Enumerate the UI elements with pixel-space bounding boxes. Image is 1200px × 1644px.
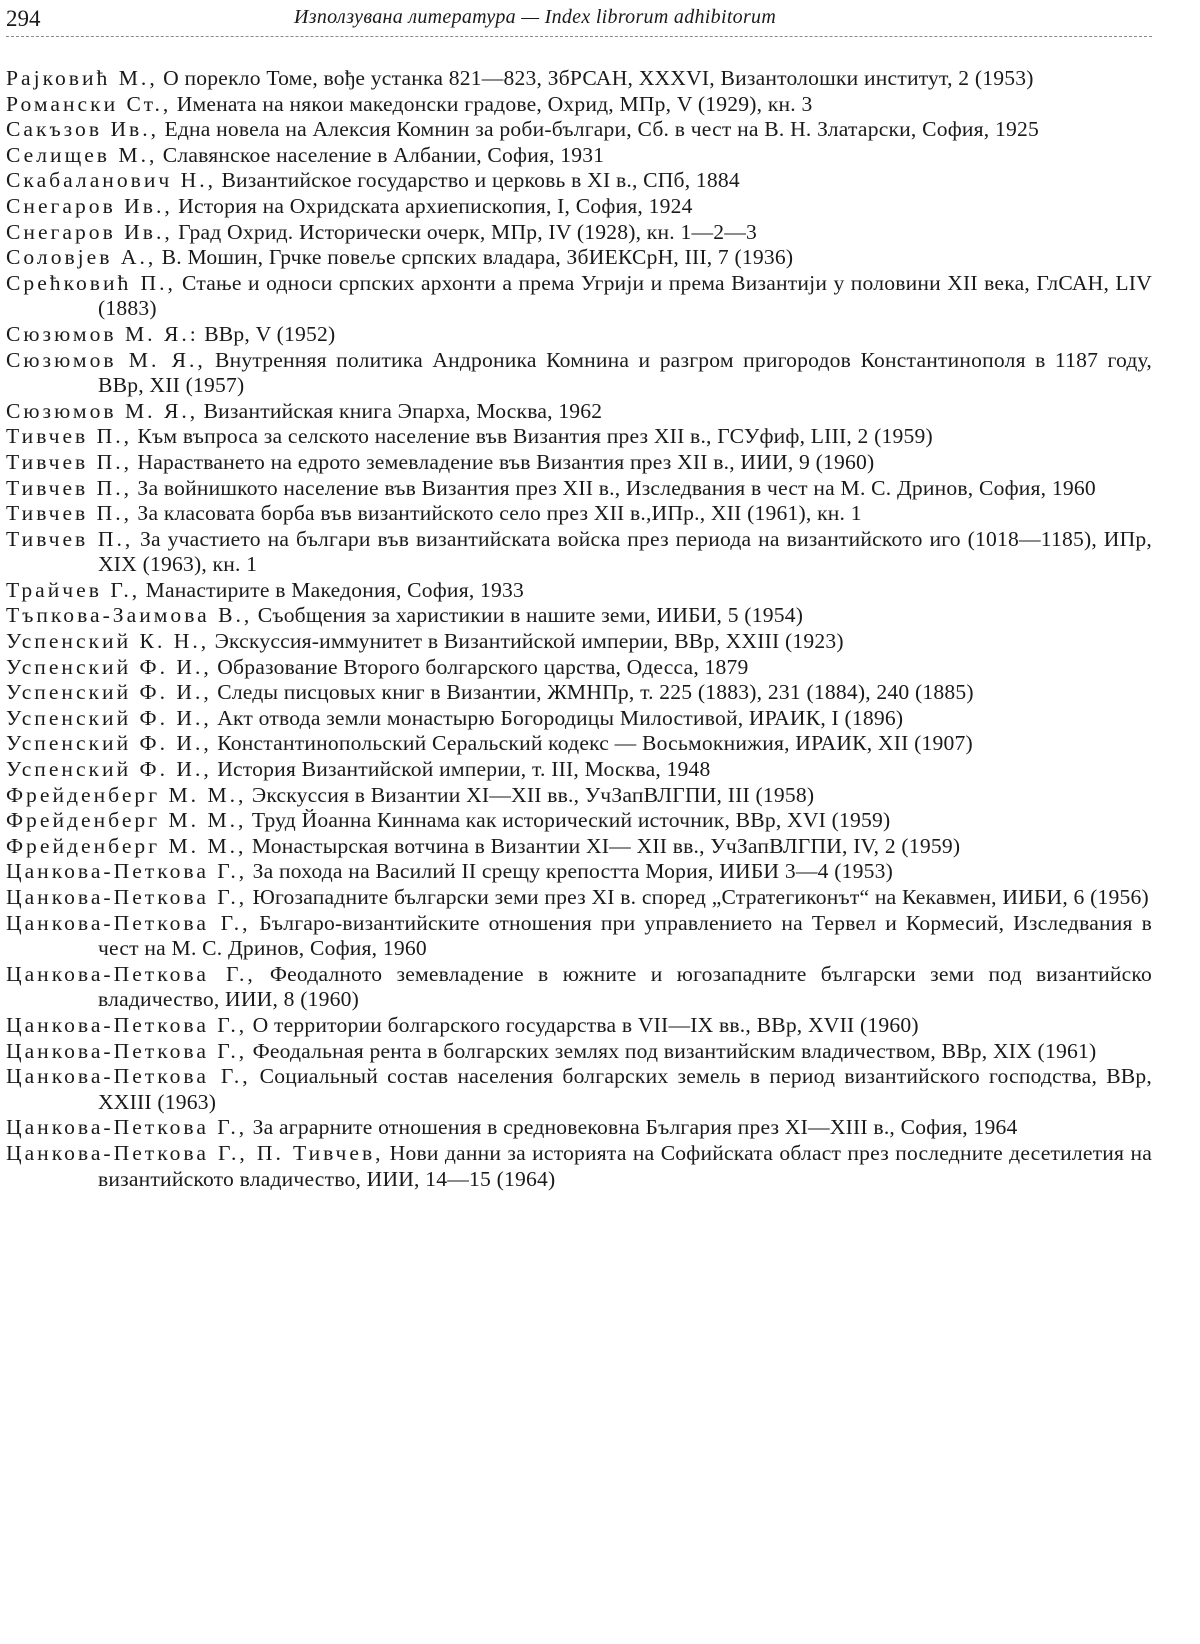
entry-author: Фрейденберг М. М., [6, 833, 247, 858]
entry-author: Успенский Ф. И., [6, 680, 212, 705]
entry-title: Град Охрид. Исторически очерк, МПр, IV (1928), кн. 1—2—3 [178, 219, 758, 244]
entry-author: Фрейденберг М. М., [6, 782, 247, 807]
entry-author: Цанкова-Петкова Г., [6, 885, 248, 909]
entry-author: Успенский Ф. И., [6, 654, 212, 679]
entry-author: Успенский Ф. И., [6, 757, 212, 782]
entry-title: Манастирите в Македония, София, 1933 [145, 577, 525, 602]
bibliography-entry [6, 117, 1152, 143]
bibliography-entry [6, 194, 1152, 220]
page-number: 294 [6, 6, 41, 31]
entry-author: Тивчев П., [6, 475, 133, 500]
bibliography-list [6, 66, 1152, 1192]
entry-title: Константинопольский Серальский кодекс — Восьмокнижия, ИРАИК, XII (1907) [217, 731, 973, 756]
entry-title: Югозападните български земи през XI в. според „Стратегиконът“ на Кекавмен, ИИБИ, 6 (1956) [252, 885, 1149, 909]
entry-title: Экскуссия в Византии XI—XII вв., УчЗапВЛГПИ, III (1958) [251, 782, 815, 807]
entry-author: Сюзюмов М. Я., [6, 398, 199, 423]
bibliography-entry [6, 859, 1152, 885]
bibliography-entry [6, 629, 1152, 655]
entry-author: Рајковић М., [6, 66, 158, 90]
bibliography-entry [6, 143, 1152, 169]
entry-title: История на Охридската архиепископия, I, София, 1924 [178, 193, 693, 218]
entry-author: Цанкова-Петкова Г., [6, 1115, 248, 1140]
entry-title: Экскуссия-иммунитет в Византийской империи, ВВр, XXIII (1923) [214, 629, 844, 654]
entry-author: Цанкова-Петкова Г., [6, 859, 248, 884]
entry-author: Цанкова-Петкова Г., [6, 1012, 248, 1037]
bibliography-entry [6, 1039, 1152, 1065]
entry-title: Византийская книга Эпарха, Москва, 1962 [203, 398, 603, 423]
entry-title: Феодалното земевладение в южните и югозападните български земи под византийско владичество, ИИИ, 8 (1960) [98, 961, 1152, 1012]
entry-author: Тивчев П., [6, 501, 133, 526]
entry-title: Една новела на Алексия Комнин за роби-българи, Сб. в чест на В. Н. Златарски, София, 1925 [164, 117, 1039, 142]
bibliography-entry [6, 527, 1152, 578]
entry-title: О порекло Томе, вође устанка 821—823, ЗбРСАН, XXXVI, Византолошки институт, 2 (1953) [163, 66, 1034, 90]
entry-author: Сюзюмов М. Я., [6, 347, 206, 372]
entry-author: Трайчев Г., [6, 577, 141, 602]
bibliography-entry [6, 885, 1152, 911]
entry-title: Труд Йоанна Киннама как исторический источник, ВВр, XVI (1959) [251, 808, 891, 833]
bibliography-entry [6, 1064, 1152, 1115]
entry-author: Селищев М., [6, 142, 158, 167]
entry-author: Цанкова-Петкова Г., [6, 1064, 251, 1089]
entry-author: Снегаров Ив., [6, 193, 173, 218]
entry-title: Към въпроса за селското население във Византия през XII в., ГСУфиф, LIII, 2 (1959) [137, 424, 933, 449]
entry-title: За класовата борба във византийското село през XII в.,ИПр., XII (1961), кн. 1 [137, 501, 862, 526]
bibliography-entry [6, 578, 1152, 604]
bibliography-entry [6, 424, 1152, 450]
entry-author: Цанкова-Петкова Г., [6, 961, 256, 986]
bibliography-entry [6, 271, 1152, 322]
entry-title: За войнишкото население във Византия през XII в., Изследвания в чест на М. С. Дринов, София, 1960 [137, 475, 1096, 500]
bibliography-entry [6, 450, 1152, 476]
entry-title: Нови данни за историята на Софийската област през последните десетилетия на византийското владичество, ИИИ, 14—15 (1964) [98, 1140, 1152, 1191]
entry-author: Успенский К. Н., [6, 629, 210, 654]
bibliography-entry [6, 322, 1152, 348]
bibliography-entry [6, 731, 1152, 757]
running-title: Използувана литература — Index librorum adhibitorum [294, 6, 777, 28]
entry-author: Тъпкова-Заимова В., [6, 603, 253, 628]
entry-title: ВВр, V (1952) [204, 321, 336, 346]
entry-author: Цанкова-Петкова Г., [6, 1038, 248, 1063]
bibliography-entry [6, 962, 1152, 1013]
entry-title: Стање и односи српских архонти а према Угрији и према Византији у половини XII века, ГлСАН, LIV (1883) [98, 270, 1152, 321]
entry-author: Сюзюмов М. Я.: [6, 321, 199, 346]
entry-author: Цанкова-Петкова Г., П. Тивчев, [6, 1140, 384, 1165]
entry-author: Скабаланович Н., [6, 168, 217, 193]
entry-author: Цанкова-Петкова Г., [6, 910, 251, 935]
bibliography-entry [6, 834, 1152, 860]
entry-author: Соловјев А., [6, 245, 157, 270]
bibliography-entry [6, 348, 1152, 399]
entry-title: Българо-византийските отношения при управлението на Тервел и Кормесий, Изследвания в чест на М. С. Дринов, София, 1960 [98, 910, 1152, 961]
bibliography-entry [6, 680, 1152, 706]
entry-author: Фрейденберг М. М., [6, 808, 247, 833]
bibliography-entry [6, 92, 1152, 118]
bibliography-entry [6, 1013, 1152, 1039]
bibliography-entry [6, 783, 1152, 809]
bibliography-entry [6, 1115, 1152, 1141]
bibliography-entry [6, 655, 1152, 681]
bibliography-entry [6, 399, 1152, 425]
bibliography-entry [6, 476, 1152, 502]
entry-author: Успенский Ф. И., [6, 731, 212, 756]
entry-title: Нарастването на едрото земевладение във Византия през XII в., ИИИ, 9 (1960) [137, 449, 875, 474]
entry-title: О территории болгарского государства в VII—IX вв., ВВр, XVII (1960) [252, 1012, 919, 1037]
entry-title: Монастырская вотчина в Византии XI— XII вв., УчЗапВЛГПИ, IV, 2 (1959) [251, 833, 961, 858]
entry-title: Образование Второго болгарского царства, Одесса, 1879 [217, 654, 749, 679]
entry-author: Романски Ст., [6, 91, 172, 116]
entry-title: За похода на Василий II срещу крепостта Мория, ИИБИ 3—4 (1953) [252, 859, 893, 884]
bibliography-entry [6, 808, 1152, 834]
entry-author: Тивчев П., [6, 526, 134, 551]
entry-title: История Византийской империи, т. III, Москва, 1948 [217, 757, 711, 782]
entry-title: Византийское государство и церковь в XI в., СПб, 1884 [221, 168, 740, 193]
entry-title: Внутренняя политика Андроника Комнина и разгром пригородов Константинополя в 1187 году, ВВр, XII (1957) [98, 347, 1152, 398]
bibliography-entry [6, 220, 1152, 246]
entry-author: Сакъзов Ив., [6, 117, 160, 142]
entry-author: Снегаров Ив., [6, 219, 173, 244]
entry-title: За аграрните отношения в средновековна България през XI—XIII в., София, 1964 [252, 1115, 1018, 1140]
bibliography-entry [6, 66, 1152, 92]
header-rule [6, 36, 1152, 37]
entry-title: Феодальная рента в болгарских землях под византийским владичеством, ВВр, XIX (1961) [252, 1038, 1097, 1063]
entry-author: Срећковић П., [6, 270, 176, 295]
entry-title: Съобщения за харистикии в нашите земи, ИИБИ, 5 (1954) [257, 603, 804, 628]
running-head [6, 0, 1152, 42]
entry-author: Тивчев П., [6, 424, 133, 449]
entry-title: Следы писцовых книг в Византии, ЖМНПр, т. 225 (1883), 231 (1884), 240 (1885) [217, 680, 974, 705]
entry-author: Тивчев П., [6, 449, 133, 474]
bibliography-entry [6, 603, 1152, 629]
entry-title: За участието на българи във византийската войска през периода на византийското иго (1018—1185), ИПр, XIX (1963), кн. 1 [98, 526, 1152, 577]
entry-title: В. Мошин, Грчке повеље српских владара, ЗбИЕКСрН, III, 7 (1936) [161, 245, 794, 270]
entry-title: Славянское население в Албании, София, 1931 [162, 142, 605, 167]
entry-title: Имената на някои македонски градове, Охрид, МПр, V (1929), кн. 3 [176, 91, 813, 116]
bibliography-entry [6, 1141, 1152, 1192]
bibliography-entry [6, 245, 1152, 271]
bibliography-entry [6, 911, 1152, 962]
bibliography-entry [6, 168, 1152, 194]
entry-title: Социальный состав населения болгарских земель в период византийского господства, ВВр, XXIII (1963) [98, 1064, 1152, 1114]
bibliography-entry [6, 501, 1152, 527]
entry-title: Акт отвода земли монастырю Богородицы Милостивой, ИРАИК, I (1896) [217, 705, 904, 730]
bibliography-entry [6, 757, 1152, 783]
entry-author: Успенский Ф. И., [6, 705, 212, 730]
bibliography-entry [6, 706, 1152, 732]
